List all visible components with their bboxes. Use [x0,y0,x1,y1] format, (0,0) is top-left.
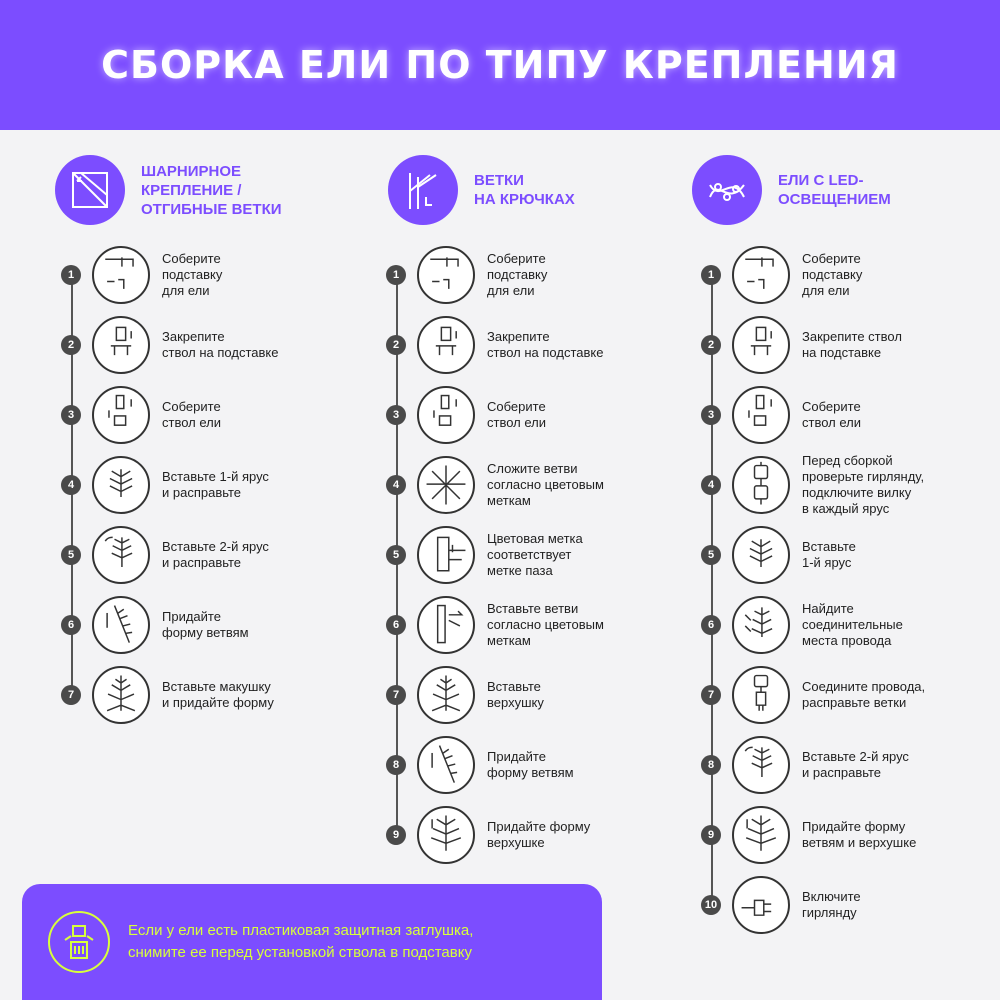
step-8 [701,734,909,796]
step-text: Придайте форму ветвям [487,749,574,780]
step-text: Цветовая метка соответствует метке паза [487,531,583,578]
step-text: Соберите ствол ели [162,399,222,430]
step-text: Найдите соединительные места провода [802,601,903,648]
top-icon [417,666,475,724]
hinge-icon [55,155,125,225]
branch-icon [92,596,150,654]
led-icon [692,155,762,225]
step-8 [386,734,574,796]
page-title: СБОРКА ЕЛИ ПО ТИПУ КРЕПЛЕНИЯ [101,43,899,87]
cap-remove-icon [48,911,110,973]
step-text: Закрепите ствол на подставке [487,329,604,360]
step-number: 5 [386,545,406,565]
trunk-icon [417,386,475,444]
step-text: Придайте форму ветвям и верхушке [802,819,917,850]
step-number: 8 [386,755,406,775]
step-number: 4 [61,475,81,495]
step-text: Вставьте 1-й ярус и расправьте [162,469,269,500]
step-9 [701,804,916,866]
trunk-stand-icon [732,316,790,374]
column-header-hooks [388,155,575,225]
step-number: 7 [386,685,406,705]
step-number: 1 [701,265,721,285]
step-4 [61,454,269,516]
step-text: Вставьте верхушку [487,679,544,710]
branch-icon [417,736,475,794]
step-4 [386,454,604,516]
step-5 [386,524,583,586]
step-9 [386,804,590,866]
tier-2-icon [92,526,150,584]
column-title: ВЕТКИ НА КРЮЧКАХ [474,172,575,208]
step-2 [61,314,278,376]
header-banner [0,0,1000,130]
step-text: Соберите ствол ели [487,399,547,430]
step-text: Вставьте макушку и придайте форму [162,679,274,710]
step-text: Соберите подставку для ели [487,251,548,298]
trunk-stand-icon [92,316,150,374]
step-1 [701,244,862,306]
step-number: 2 [701,335,721,355]
step-6 [701,594,903,656]
note-text: Если у ели есть пластиковая защитная заглушка, снимите ее перед установкой ствола в подставку [128,922,474,961]
plug-check-icon [732,456,790,514]
step-text: Вставьте 2-й ярус и расправьте [162,539,269,570]
step-text: Закрепите ствол на подставке [802,329,902,360]
step-7 [386,664,544,726]
column-title: ЕЛИ С LED- ОСВЕЩЕНИЕМ [778,172,891,208]
step-number: 3 [386,405,406,425]
step-number: 7 [61,685,81,705]
trunk-stand-icon [417,316,475,374]
sort-branches-icon [417,456,475,514]
stand-icon [417,246,475,304]
tier-1-icon [92,456,150,514]
step-10 [701,874,861,936]
step-number: 4 [386,475,406,495]
step-6 [386,594,604,656]
step-number: 7 [701,685,721,705]
step-4 [701,454,924,516]
step-text: Соберите подставку для ели [162,251,223,298]
step-number: 5 [701,545,721,565]
step-number: 2 [386,335,406,355]
find-wire-icon [732,596,790,654]
trunk-icon [732,386,790,444]
step-7 [701,664,925,726]
color-mark-icon [417,526,475,584]
step-3 [701,384,861,446]
step-number: 9 [701,825,721,845]
step-text: Вставьте ветви согласно цветовым меткам [487,601,604,648]
hook-icon [388,155,458,225]
column-title: ШАРНИРНОЕ КРЕПЛЕНИЕ / ОТГИБНЫЕ ВЕТКИ [141,162,282,218]
step-3 [61,384,221,446]
step-number: 4 [701,475,721,495]
step-5 [61,524,269,586]
step-1 [386,244,547,306]
step-number: 2 [61,335,81,355]
step-number: 9 [386,825,406,845]
step-6 [61,594,249,656]
power-plug-icon [732,876,790,934]
step-number: 3 [61,405,81,425]
step-7 [61,664,274,726]
stand-icon [732,246,790,304]
step-text: Сложите ветви согласно цветовым меткам [487,461,604,508]
step-text: Соедините провода, расправьте ветки [802,679,926,710]
step-text: Соберите ствол ели [802,399,862,430]
step-text: Вставьте 2-й ярус и расправьте [802,749,909,780]
step-text: Перед сборкой проверьте гирлянду, подключите вилку в каждый ярус [802,453,925,516]
step-number: 5 [61,545,81,565]
step-number: 6 [61,615,81,635]
step-5 [701,524,856,586]
step-number: 3 [701,405,721,425]
step-2 [386,314,603,376]
note-banner [22,884,602,1000]
step-text: Вставьте 1-й ярус [802,539,856,570]
stand-icon [92,246,150,304]
step-text: Придайте форму ветвям [162,609,249,640]
shape-top-icon [732,806,790,864]
column-header-hinge [55,155,282,225]
step-text: Соберите подставку для ели [802,251,863,298]
step-number: 8 [701,755,721,775]
top-icon [92,666,150,724]
trunk-icon [92,386,150,444]
tier-1-icon [732,526,790,584]
tier-2-icon [732,736,790,794]
step-number: 6 [386,615,406,635]
step-number: 1 [386,265,406,285]
insert-branches-icon [417,596,475,654]
step-number: 6 [701,615,721,635]
step-number: 10 [701,895,721,915]
shape-top-icon [417,806,475,864]
step-text: Закрепите ствол на подставке [162,329,279,360]
step-text: Придайте форму верхушке [487,819,591,850]
column-header-led [692,155,891,225]
connect-icon [732,666,790,724]
step-text: Включите гирлянду [802,889,861,920]
step-2 [701,314,902,376]
step-1 [61,244,222,306]
step-3 [386,384,546,446]
step-number: 1 [61,265,81,285]
